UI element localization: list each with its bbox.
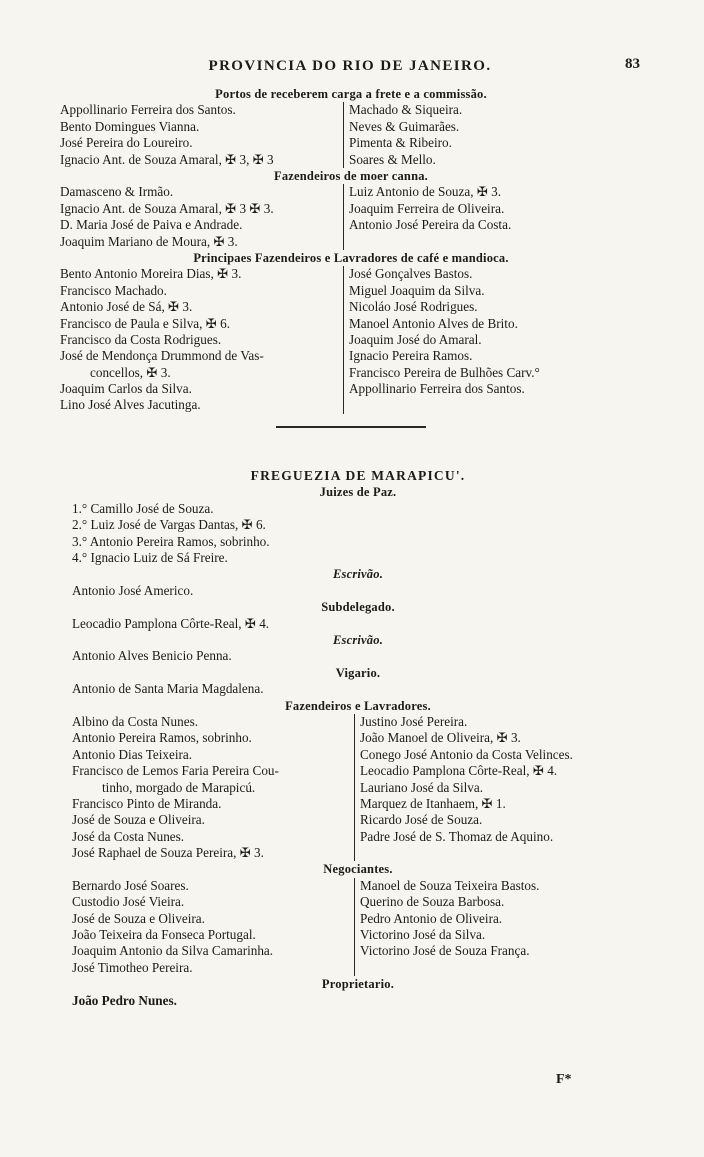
list-item: concellos, ✠ 3. <box>90 364 171 380</box>
list-item: Conego José Antonio da Costa Velinces. <box>360 746 573 762</box>
lavradores-right-column <box>354 714 644 862</box>
lavradores-left-column <box>72 714 354 862</box>
list-item: Leocadio Pamplona Côrte-Real, ✠ 4. <box>360 763 558 779</box>
list-item: Joaquim Carlos da Silva. <box>60 381 192 397</box>
list-item: Antonio José Pereira da Costa. <box>349 217 512 233</box>
list-item: Bento Antonio Moreira Dias, ✠ 3. <box>60 266 242 282</box>
list-item: Ricardo José de Souza. <box>360 812 483 828</box>
list-item: Luiz Antonio de Souza, ✠ 3. <box>349 184 502 200</box>
list-item: Antonio de Santa Maria Magdalena. <box>72 681 264 697</box>
list-item: Francisco de Paula e Silva, ✠ 6. <box>60 315 230 331</box>
list-item: Antonio José Americo. <box>72 582 194 598</box>
list-item: José Timotheo Pereira. <box>72 959 193 975</box>
list-item: Bento Domingues Vianna. <box>60 118 200 134</box>
page-number: 83 <box>625 56 640 72</box>
heading-fazendeiros-canna: Fazendeiros de moer canna. <box>273 168 429 183</box>
portos-columns <box>60 102 642 168</box>
list-item: Justino José Pereira. <box>360 713 468 729</box>
canna-left-column <box>60 184 343 250</box>
list-item: Joaquim Mariano de Moura, ✠ 3. <box>60 233 238 249</box>
list-item: Francisco da Costa Rodrigues. <box>60 331 222 347</box>
heading-vigario: Vigario. <box>335 665 381 680</box>
list-item: Leocadio Pamplona Côrte-Real, ✠ 4. <box>72 615 270 631</box>
list-item: Ignacio Ant. de Souza Amaral, ✠ 3, ✠ 3 <box>60 151 274 167</box>
list-item: Marquez de Itanhaem, ✠ 1. <box>360 795 506 811</box>
list-item: tinho, morgado de Marapicú. <box>102 779 256 795</box>
list-item: Joaquim José do Amaral. <box>349 331 482 347</box>
list-item: Machado & Siqueira. <box>349 102 463 118</box>
list-item: Miguel Joaquim da Silva. <box>349 282 485 298</box>
heading-escrivao: Escrivão. <box>332 567 384 582</box>
list-item: Padre José de S. Thomaz de Aquino. <box>360 828 554 844</box>
list-item: Albino da Costa Nunes. <box>72 713 199 729</box>
list-item: 3.° Antonio Pereira Ramos, sobrinho. <box>72 533 270 549</box>
heading-escrivao-2: Escrivão. <box>332 632 384 647</box>
section-upper <box>60 86 642 438</box>
list-item: José Pereira do Loureiro. <box>60 135 193 151</box>
list-item: D. Maria José de Paiva e Andrade. <box>60 217 243 233</box>
list-item: Appollinario Ferreira dos Santos. <box>349 381 525 397</box>
list-item: Custodio José Vieira. <box>72 894 185 910</box>
list-item: Pimenta & Ribeiro. <box>349 135 452 151</box>
list-item: Francisco Machado. <box>60 282 167 298</box>
heading-subdelegado: Subdelegado. <box>321 600 395 615</box>
list-item: José Raphael de Souza Pereira, ✠ 3. <box>72 845 264 861</box>
list-item: Francisco de Lemos Faria Pereira Cou- <box>72 763 279 779</box>
negociantes-right-column <box>354 878 644 976</box>
list-item: Lauriano José da Silva. <box>360 779 484 795</box>
negociantes-left-column <box>72 878 354 976</box>
list-item: Antonio José de Sá, ✠ 3. <box>60 299 193 315</box>
list-item: Pedro Antonio de Oliveira. <box>360 910 503 926</box>
list-item: João Teixeira da Fonseca Portugal. <box>72 927 256 943</box>
heading-principaes: Principaes Fazendeiros e Lavradores de café e mandioca. <box>193 250 509 265</box>
list-item: Antonio Alves Benicio Penna. <box>72 648 232 664</box>
list-item: Manoel Antonio Alves de Brito. <box>349 315 518 331</box>
list-item: José de Souza e Oliveira. <box>72 910 205 926</box>
list-item: José da Costa Nunes. <box>72 828 185 844</box>
list-item: Appollinario Ferreira dos Santos. <box>60 102 236 118</box>
canna-right-column <box>343 184 642 250</box>
heading-juizes: Juizes de Paz. <box>319 485 397 500</box>
list-item: Victorino José de Souza França. <box>360 943 530 959</box>
list-item: Lino José Alves Jacutinga. <box>60 397 201 413</box>
negociantes-columns <box>72 878 644 976</box>
list-item: José de Souza e Oliveira. <box>72 812 205 828</box>
principaes-right-column <box>343 266 642 414</box>
list-item: Soares & Mello. <box>349 151 436 167</box>
section-freguezia <box>72 468 644 1009</box>
list-item: Damasceno & Irmão. <box>60 184 174 200</box>
list-item: Francisco Pereira de Bulhões Carv.° <box>349 364 540 380</box>
heading-negociantes: Negociantes. <box>323 862 393 877</box>
list-item: Ignacio Pereira Ramos. <box>349 348 473 364</box>
heading-proprietario: Proprietario. <box>321 977 395 992</box>
list-item: 2.° Luiz José de Vargas Dantas, ✠ 6. <box>72 517 266 533</box>
list-item: 1.° Camillo José de Souza. <box>72 500 214 516</box>
list-item: Manoel de Souza Teixeira Bastos. <box>360 877 540 893</box>
list-item: José Gonçalves Bastos. <box>349 266 473 282</box>
list-item: Antonio Dias Teixeira. <box>72 746 193 762</box>
signature-mark: F* <box>556 1072 572 1087</box>
heading-portos: Portos de receberem carga a frete e a commissão. <box>215 87 487 101</box>
list-item: Francisco Pinto de Miranda. <box>72 795 222 811</box>
canna-columns <box>60 184 642 250</box>
portos-right-column <box>343 102 642 168</box>
heading-freguezia: FREGUEZIA DE MARAPICU'. <box>250 468 466 483</box>
list-item: João Pedro Nunes. <box>72 992 177 1008</box>
list-item: 4.° Ignacio Luiz de Sá Freire. <box>72 549 228 565</box>
list-item: José de Mendonça Drummond de Vas- <box>60 348 264 364</box>
list-item: Ignacio Ant. de Souza Amaral, ✠ 3 ✠ 3. <box>60 200 274 216</box>
section-divider-rule <box>276 426 426 428</box>
lavradores-columns <box>72 714 644 862</box>
list-item: Bernardo José Soares. <box>72 877 189 893</box>
list-item: Neves & Guimarães. <box>349 118 460 134</box>
list-item: Querino de Souza Barbosa. <box>360 894 505 910</box>
list-item: Joaquim Antonio da Silva Camarinha. <box>72 943 274 959</box>
principaes-left-column <box>60 266 343 414</box>
principaes-columns <box>60 266 642 414</box>
list-item: Antonio Pereira Ramos, sobrinho. <box>72 730 252 746</box>
heading-lavradores: Fazendeiros e Lavradores. <box>285 698 431 713</box>
list-item: Nicoláo José Rodrigues. <box>349 299 478 315</box>
page-header-title: PROVINCIA DO RIO DE JANEIRO. <box>208 58 492 74</box>
list-item: Victorino José da Silva. <box>360 927 486 943</box>
list-item: João Manoel de Oliveira, ✠ 3. <box>360 730 521 746</box>
list-item: Joaquim Ferreira de Oliveira. <box>349 200 505 216</box>
portos-left-column <box>60 102 343 168</box>
